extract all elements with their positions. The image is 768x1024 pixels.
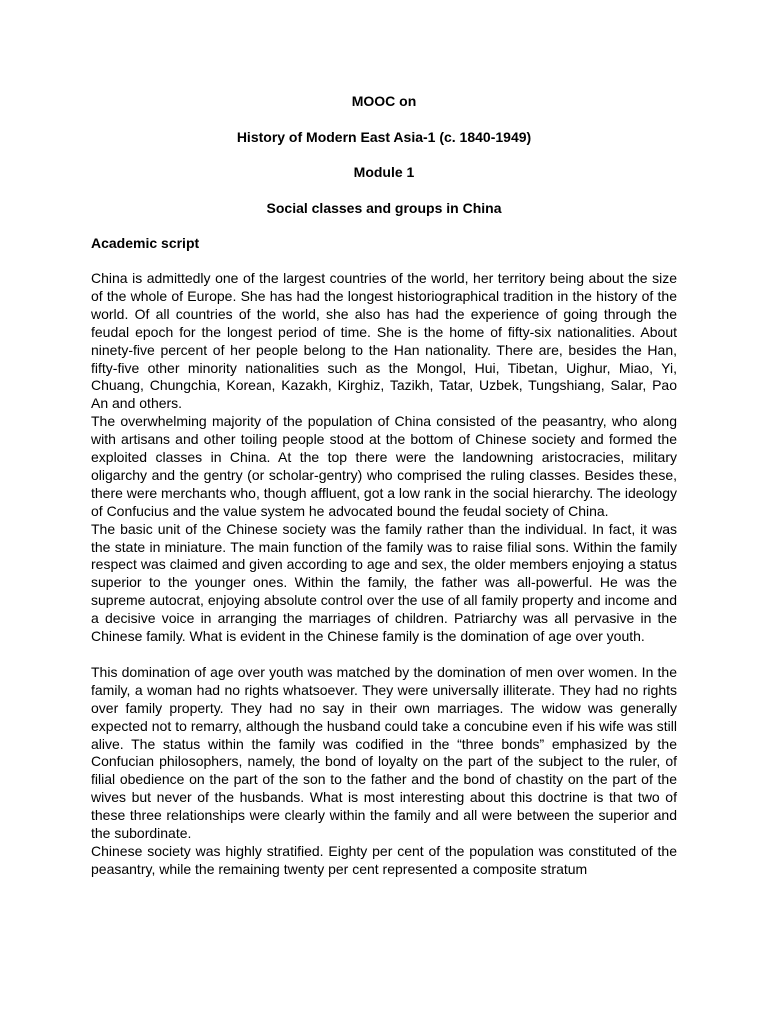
paragraph: Chinese society was highly stratified. Eighty per cent of the population was constituted of the peasantry, while the remaining twenty per cent represented a composite stratum (91, 842, 677, 877)
paragraph: China is admittedly one of the largest countries of the world, her territory being about the size of the whole of Europe. She has had the longest historiographical tradition in the history of the world. Of all countries of the world, she also has had the experience of going through the feudal epoch for the longest period of time. She is the home of fifty-six nationalities. About ninety-five percent of her people belong to the Han nationality. There are, besides the Han, fifty-five other minority nationalities such as the Mongol, Hui, Tibetan, Uighur, Miao, Yi, Chuang, Chungchia, Korean, Kazakh, Kirghiz, Tazikh, Tatar, Uzbek, Tungshiang, Salar, Pao An and others. (91, 269, 677, 412)
module-number: Module 1 (353, 164, 415, 181)
section-label: Academic script (91, 235, 200, 252)
paragraph: This domination of age over youth was matched by the domination of men over women. In the family, a woman had no rights whatsoever. They were universally illiterate. They had no rights over family property. They had no say in their own marriages. The widow was generally expected not to remarry, although the husband could take a concubine even if his wife was still alive. The status within the family was codified in the “three bonds” emphasized by the Confucian philosophers, namely, the bond of loyalty on the part of the subject to the ruler, of filial obedience on the part of the son to the father and the bond of chastity on the part of the wives but never of the husbands. What is most interesting about this doctrine is that two of these three relationships were clearly within the family and all were between the superior and the subordinate. (91, 663, 677, 842)
document-page (91, 92, 677, 879)
paragraph: The overwhelming majority of the population of China consisted of the peasantry, who along with artisans and other toiling people stood at the bottom of Chinese society and formed the exploited classes in China. At the top there were the landowning aristocracies, military oligarchy and the gentry (or scholar-gentry) who comprised the ruling classes. Besides these, there were merchants who, though affluent, got a low rank in the social hierarchy. The ideology of Confucius and the value system he advocated bound the feudal society of China. (91, 413, 678, 519)
paragraph: The basic unit of the Chinese society was the family rather than the individual. In fact, it was the state in miniature. The main function of the family was to raise filial sons. Within the family respect was claimed and given according to age and sex, the older members enjoying a status superior to the younger ones. Within the family, the father was all-powerful. He was the supreme autocrat, enjoying absolute control over the use of all family property and income and a decisive voice in arranging the marriages of children. Patriarchy was all pervasive in the Chinese family. What is evident in the Chinese family is the domination of age over youth. (91, 520, 677, 645)
course-subtitle: History of Modern East Asia-1 (c. 1840-1949) (236, 128, 532, 145)
module-title: Social classes and groups in China (266, 199, 502, 216)
course-title: MOOC on (351, 93, 417, 109)
